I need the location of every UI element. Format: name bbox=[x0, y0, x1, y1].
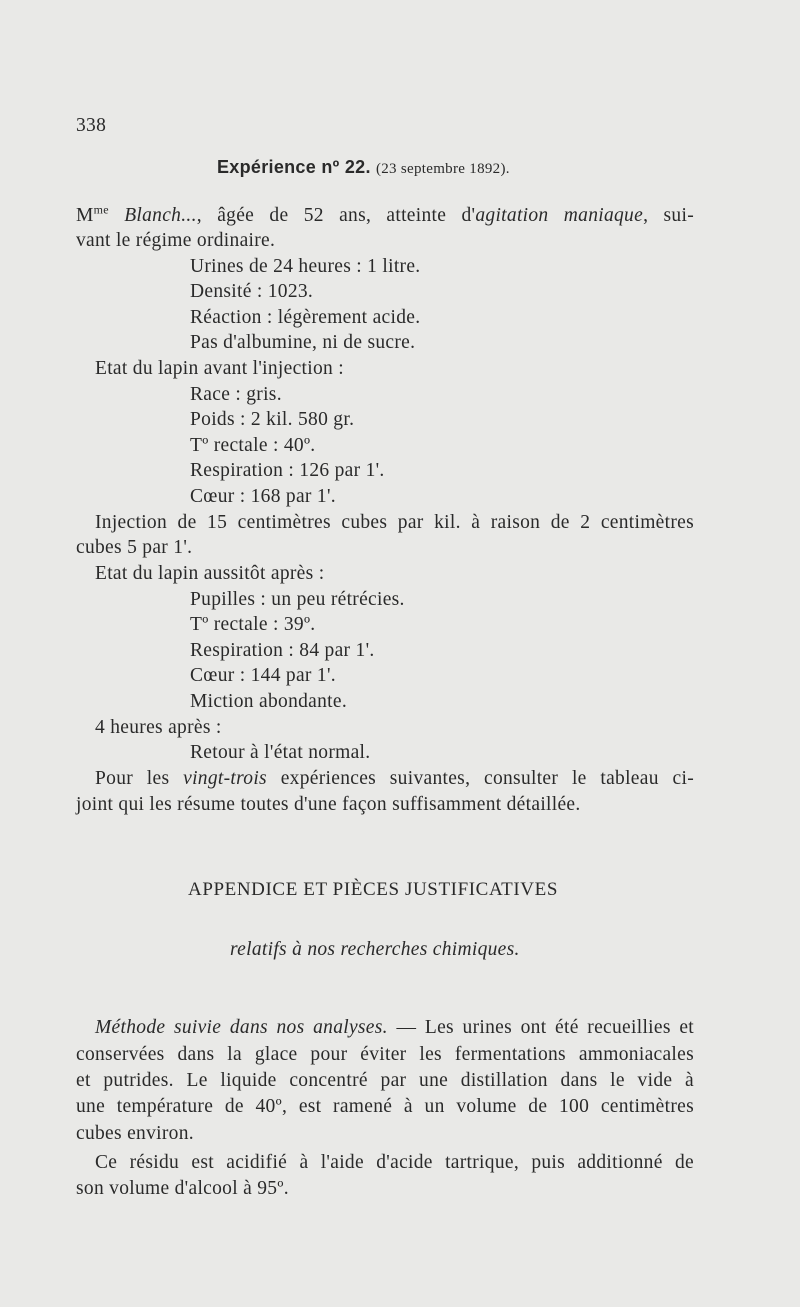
method-line: cubes environ. bbox=[76, 1123, 194, 1144]
residue-line-1: Ce résidu est acidifié à l'aide d'acide tartrique, puis additionné de bbox=[95, 1152, 694, 1173]
method-title: Méthode suivie dans nos analyses. bbox=[95, 1017, 388, 1038]
before-line: Tº rectale : 40º. bbox=[190, 435, 316, 456]
appendix-title: APPENDICE ET PIÈCES JUSTIFICATIVES bbox=[188, 879, 558, 900]
intro-mid: , âgée de 52 ans, atteinte d' bbox=[196, 205, 476, 226]
diagnosis: agitation maniaque bbox=[475, 205, 644, 226]
before-line: Poids : 2 kil. 580 gr. bbox=[190, 409, 355, 430]
experiment-title: Expérience nº 22. bbox=[217, 157, 371, 177]
before-line: Cœur : 168 par 1'. bbox=[190, 486, 336, 507]
experiment-heading bbox=[217, 155, 510, 181]
later-line: Retour à l'état normal. bbox=[190, 742, 371, 763]
appendix-subtitle: relatifs à nos recherches chimiques. bbox=[230, 939, 520, 960]
patient-name: Blanch... bbox=[124, 205, 197, 226]
injection-line-2: cubes 5 par 1'. bbox=[76, 537, 193, 558]
experiment-date: (23 septembre 1892). bbox=[375, 161, 510, 177]
before-title: Etat du lapin avant l'injection : bbox=[95, 358, 344, 379]
later-title: 4 heures après : bbox=[95, 717, 222, 738]
patient-prefix-sup: me bbox=[93, 202, 109, 217]
after-line: Respiration : 84 par 1'. bbox=[190, 640, 375, 661]
urine-line: Réaction : légèrement acide. bbox=[190, 307, 421, 328]
intro-line-2: vant le régime ordinaire. bbox=[76, 230, 276, 251]
before-line: Respiration : 126 par 1'. bbox=[190, 460, 385, 481]
patient-prefix: M bbox=[76, 205, 94, 226]
injection-line-1: Injection de 15 centimètres cubes par kil. à raison de 2 centimètres bbox=[95, 512, 694, 533]
page-number: 338 bbox=[76, 115, 107, 136]
following-line-2: joint qui les résume toutes d'une façon suffisamment détaillée. bbox=[76, 794, 581, 815]
urine-line: Urines de 24 heures : 1 litre. bbox=[190, 256, 421, 277]
before-line: Race : gris. bbox=[190, 384, 282, 405]
method-line: conservées dans la glace pour éviter les fermentations ammoniacales bbox=[76, 1044, 694, 1065]
urine-line: Pas d'albumine, ni de sucre. bbox=[190, 332, 416, 353]
following-count: vingt-trois bbox=[183, 768, 267, 789]
after-line: Tº rectale : 39º. bbox=[190, 614, 316, 635]
intro-end: , sui- bbox=[643, 205, 694, 226]
after-title: Etat du lapin aussitôt après : bbox=[95, 563, 325, 584]
residue-line-2: son volume d'alcool à 95º. bbox=[76, 1178, 289, 1199]
method-line: une température de 40º, est ramené à un volume de 100 centimètres bbox=[76, 1096, 694, 1117]
urine-line: Densité : 1023. bbox=[190, 281, 314, 302]
after-line: Miction abondante. bbox=[190, 691, 348, 712]
after-line: Pupilles : un peu rétrécies. bbox=[190, 589, 405, 610]
after-line: Cœur : 144 par 1'. bbox=[190, 665, 336, 686]
intro-line-1 bbox=[76, 204, 694, 228]
method-line: et putrides. Le liquide concentré par une distillation dans le vide à bbox=[76, 1070, 694, 1091]
following-line-1: Pour les vingt-trois expériences suivantes, consulter le tableau ci- bbox=[95, 768, 694, 789]
method-line-1: Méthode suivie dans nos analyses. — Les urines ont été recueillies et bbox=[95, 1017, 695, 1038]
